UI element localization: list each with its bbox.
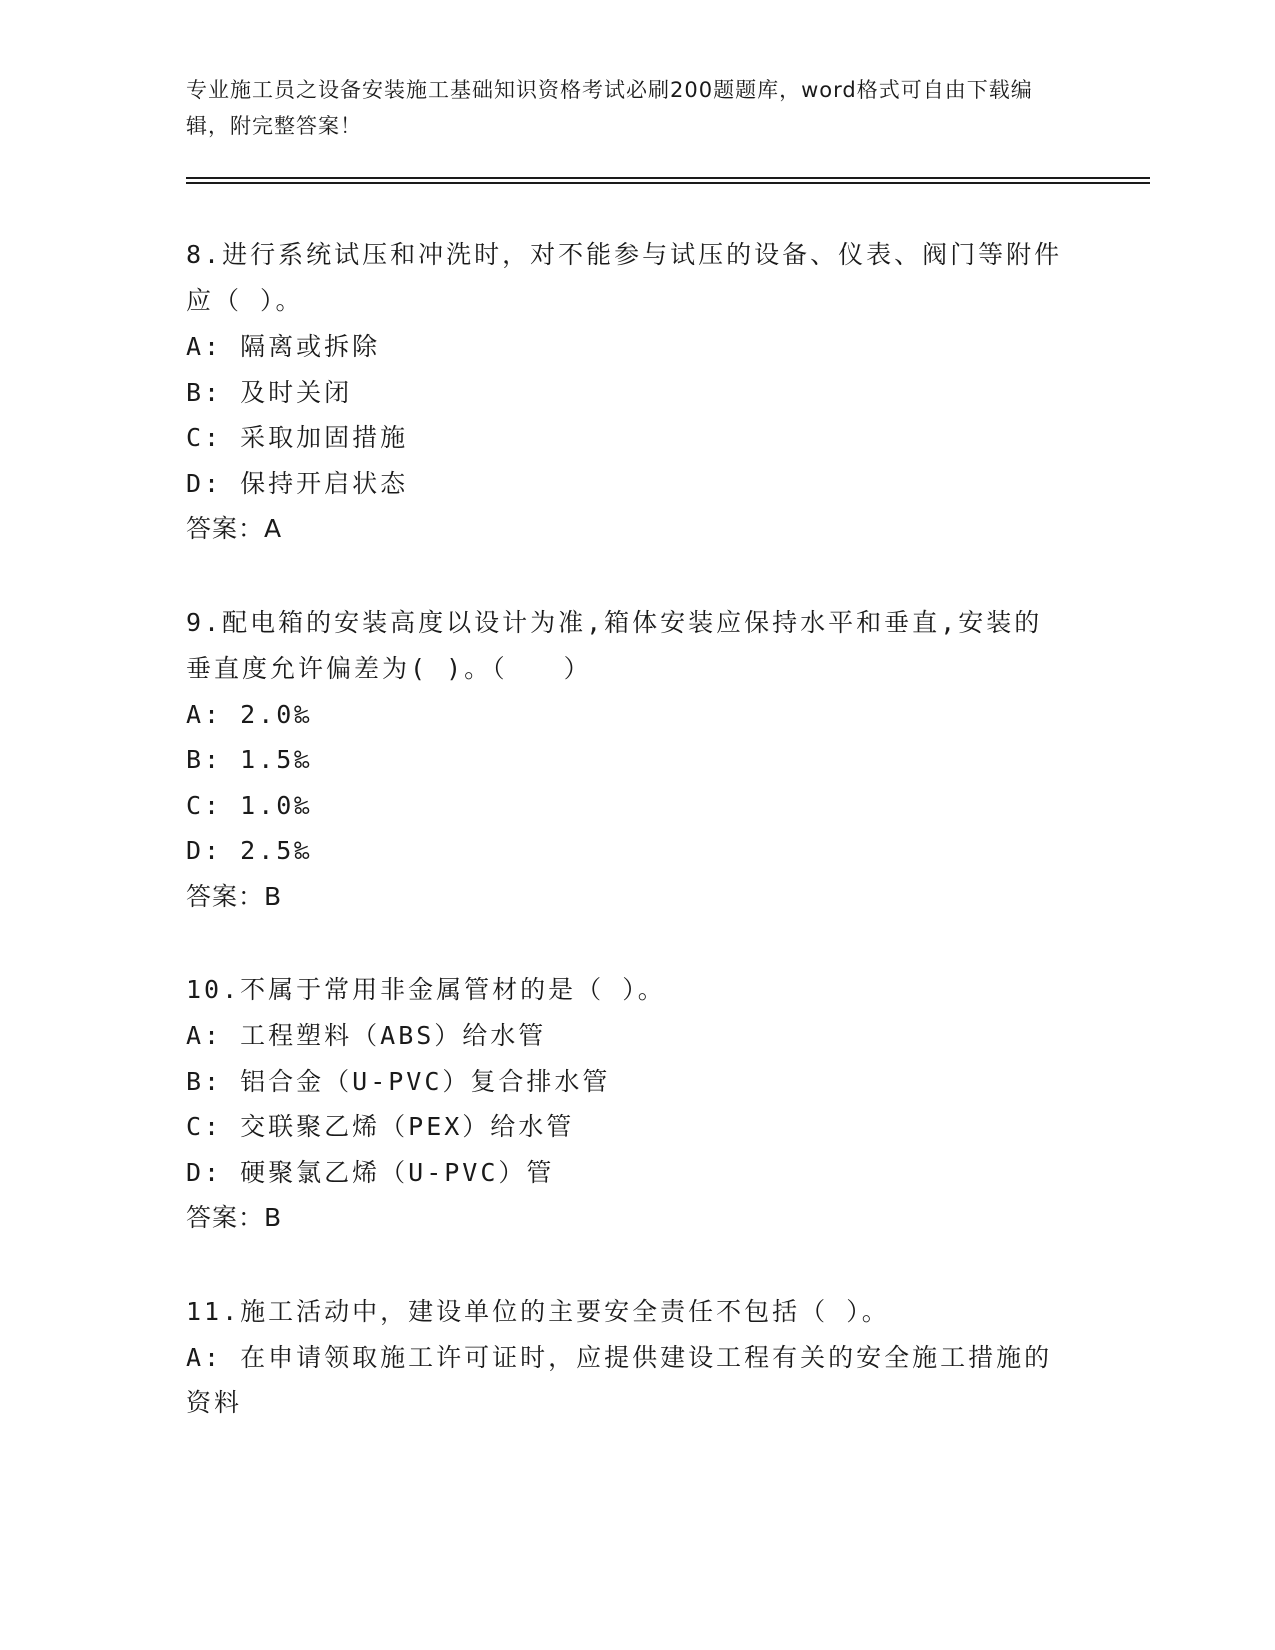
option-c: C: 交联聚乙烯（PEX）给水管	[186, 1112, 575, 1141]
option-b: B: 1.5‰	[186, 745, 313, 774]
question-9	[186, 600, 1066, 920]
header-divider-top	[186, 177, 1150, 179]
answer: 答案：B	[186, 881, 283, 911]
option-d: D: 硬聚氯乙烯（U-PVC）管	[186, 1157, 555, 1187]
question-10	[186, 967, 1066, 1241]
option-a: A: 工程塑料（ABS）给水管	[186, 1021, 547, 1050]
option-b: B: 铝合金（U-PVC）复合排水管	[186, 1066, 611, 1096]
answer: 答案：B	[186, 1203, 283, 1232]
option-d: D: 2.5‰	[186, 836, 313, 865]
question-8	[186, 232, 1066, 552]
answer: 答案：A	[186, 514, 283, 543]
option-b: B: 及时关闭	[186, 377, 353, 407]
header-divider-bottom	[186, 182, 1150, 184]
question-11	[186, 1289, 1066, 1426]
question-list	[186, 232, 1066, 1474]
option-d: D: 保持开启状态	[186, 468, 409, 498]
document-header: 专业施工员之设备安装施工基础知识资格考试必刷200题题库，word格式可自由下载编辑，附完整答案！	[186, 78, 1033, 138]
option-a: A: 在申请领取施工许可证时，应提供建设工程有关的安全施工措施的资料	[186, 1342, 1053, 1417]
option-a: A: 隔离或拆除	[186, 332, 381, 361]
option-c: C: 1.0‰	[186, 790, 313, 820]
option-c: C: 采取加固措施	[186, 423, 409, 452]
question-text: 10.不属于常用非金属管材的是（ ）。	[186, 975, 666, 1004]
option-a: A: 2.0‰	[186, 699, 313, 729]
question-text: 8.进行系统试压和冲洗时，对不能参与试压的设备、仪表、阀门等附件应（ ）。	[186, 240, 1063, 315]
question-text: 9.配电箱的安装高度以设计为准,箱体安装应保持水平和垂直,安装的垂直度允许偏差为( )。（ ）	[186, 607, 1043, 683]
question-text: 11.施工活动中，建设单位的主要安全责任不包括（ ）。	[186, 1296, 890, 1326]
